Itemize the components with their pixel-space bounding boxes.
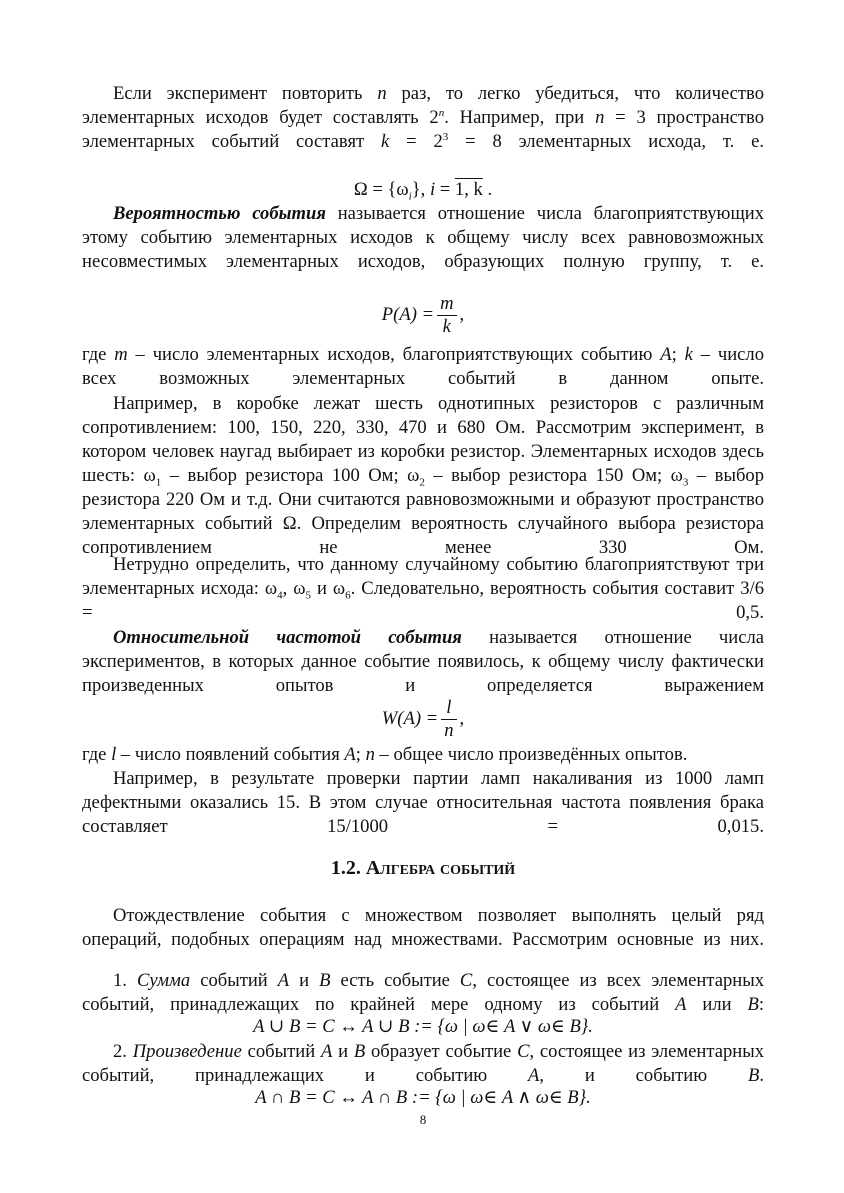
paragraph-where-l-n: где l – число появлений события A; n – общее число произведённых опытов. — [82, 744, 688, 765]
fraction-l-over-n: $\frac{l}{n}$ — [441, 697, 456, 742]
paragraph-sum-of-events: 1. Сумма событий A и B есть событие C, состоящее из всех элементарных событий, принадлежащих по крайней мере одному из событий A или B: — [82, 970, 765, 1015]
paragraph-product-of-events: 2. Произведение событий A и B образует событие C, состоящее из элементарных событий, принадлежащих и событию A, и событию B. — [82, 1041, 765, 1086]
page-number: 8 — [419, 1112, 427, 1127]
paragraph-where-m-k: где m – число элементарных исходов, благоприятствующих событию A; k – число всех возможных элементарных событий в данном опыте. — [82, 344, 764, 389]
paragraph-relative-frequency-definition: Относительной частотой события называется отношение числа экспериментов, в которых данное событие появилось, к общему числу фактически произведенных опытов и определяется выражением — [82, 627, 764, 696]
formula-relative-frequency: W(A) = $\frac{l}{n}$ , — [381, 697, 465, 741]
formula-probability: P(A) = $\frac{m}{k}$ , — [381, 293, 465, 337]
paragraph-probability-definition: Вероятностью события называется отношение числа благоприятствующих этому событию элементарных исходов к общему числу всех равновозможных несовместимых элементарных исходов, образующих полную группу, т. е. — [82, 203, 765, 272]
fraction-m-over-k: $\frac{m}{k}$ — [437, 293, 456, 338]
formula-omega: $\Omega = \{\omega_i\}$, i = 1, k . — [353, 179, 493, 203]
paragraph-experiment-repeat: Если эксперимент повторить n раз, то легко убедиться, что количество элементарных исходов будет составлять 2$^n$. Например, при n = 3 пространство элементарных событий составят $k = 2^3 = 8$ элементарных исхода, т. е. — [82, 83, 764, 152]
formula-intersection: A ∩ B = C ↔ A ∩ B := {ω | ω∈ A ∧ ω∈ B}. — [255, 1087, 591, 1108]
paragraph-resistor-example: Например, в коробке лежат шесть однотипных резисторов с различным сопротивлением: 100, 150, 220, 330, 470 и 680 Ом. Рассмотрим эксперимент, в котором человек наугад выбирает из коробки резистор. Элементарных исходов здесь шесть: $\omega_1$ – выбор резистора 100 Ом; $\omega_2$ – выбор резистора 150 Ом; $\omega_3$ – выбор резистора 220 Ом и т.д. Они считаются равновозможными и образуют пространство элементарных событий Ω. Определим вероятность случайного выбора резистора сопротивлением не менее 330 Ом. — [82, 393, 764, 558]
formula-union: A ∪ B = C ↔ A ∪ B := {ω | ω∈ A ∨ ω∈ B}. — [253, 1016, 593, 1037]
paragraph-set-operations-intro: Отождествление события с множеством позволяет выполнять целый ряд операций, подобных операциям над множествами. Рассмотрим основные из них. — [82, 905, 764, 950]
section-heading: 1.2. Алгебра событий — [330, 857, 516, 879]
paragraph-favorable-outcomes: Нетрудно определить, что данному случайному событию благоприятствуют три элементарных исхода: $\omega_4$, $\omega_5$ и $\omega_6$. Следовательно, вероятность события составит 3/6 = 0,5. — [82, 554, 764, 623]
paragraph-lamp-example: Например, в результате проверки партии ламп накаливания из 1000 ламп дефектными оказались 15. В этом случае относительная частота появления брака составляет 15/1000 = 0,015. — [82, 768, 764, 837]
